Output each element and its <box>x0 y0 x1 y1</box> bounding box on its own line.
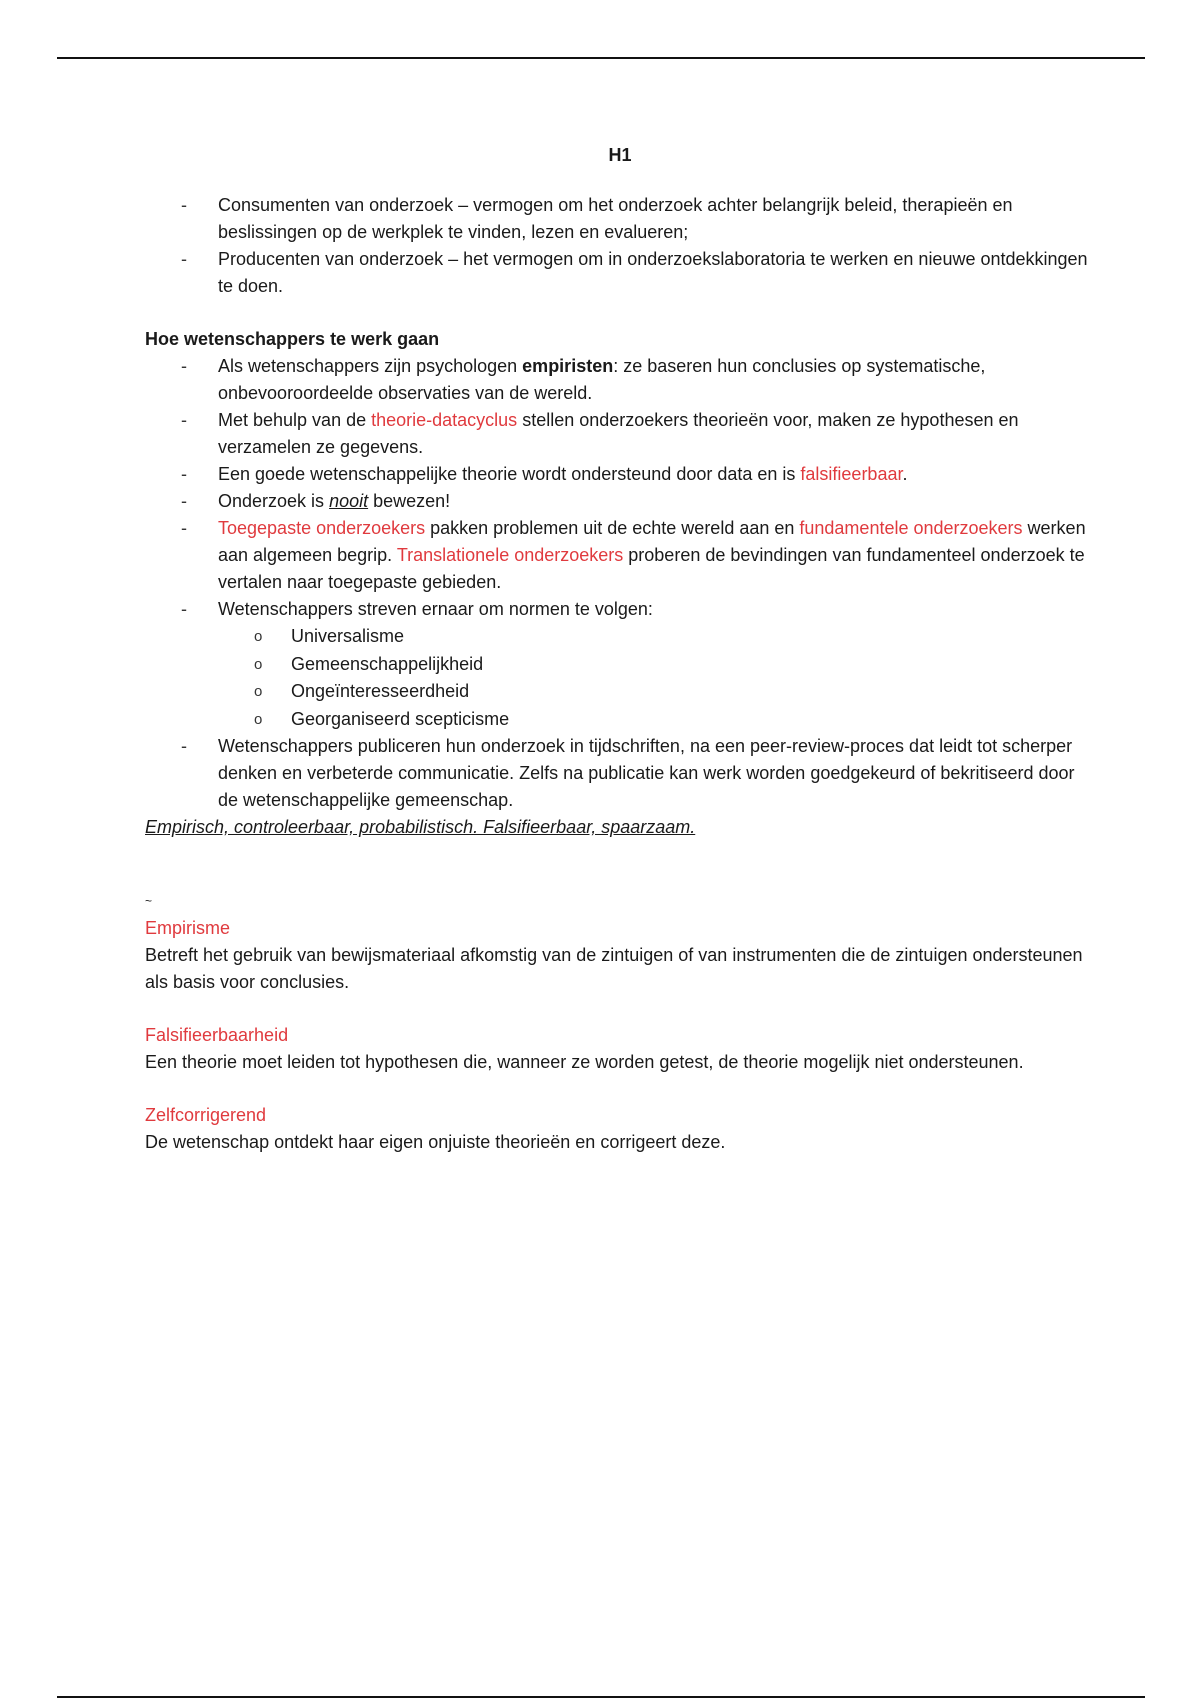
list-item: - Wetenschappers streven ernaar om normen te volgen: o Universalisme o Gemeenschappelijkheid o Ongeïnteresseerdheid o Georganiseerd scepticisme <box>218 596 1095 733</box>
list-item: - Wetenschappers publiceren hun onderzoek in tijdschriften, na een peer-review-proces dat leidt tot scherper denken en verbeterde communicatie. Zelfs na publicatie kan werk worden goedgekeurd of bekritiseerd door de wetenschappelijke gemeenschap. <box>218 733 1095 814</box>
highlight-term: fundamentele onderzoekers <box>799 518 1023 538</box>
definition-text: De wetenschap ontdekt haar eigen onjuiste theorieën en corrigeert deze. <box>145 1132 726 1152</box>
list-item: - Producenten van onderzoek – het vermogen om in onderzoekslaboratoria te werken en nieuwe ontdekkingen te doen. <box>218 246 1095 300</box>
list-item: - Met behulp van de theorie-datacyclus stellen onderzoekers theorieën voor, maken ze hypothesen en verzamelen ze gegevens. <box>218 407 1095 461</box>
list-item: - Een goede wetenschappelijke theorie wordt ondersteund door data en is falsifieerbaar. <box>218 461 1095 488</box>
emphasis-term: nooit <box>329 491 369 511</box>
list-item: - Onderzoek is nooit bewezen! <box>218 488 1095 515</box>
highlight-term: Toegepaste onderzoekers <box>218 518 426 538</box>
definition-block <box>145 1022 1095 1076</box>
definition-text: Een theorie moet leiden tot hypothesen die, wanneer ze worden getest, de theorie mogelijk niet ondersteunen. <box>145 1052 1024 1072</box>
norm-item: o Ongeïnteresseerdheid <box>291 678 1095 706</box>
bold-term: empiristen <box>522 356 614 376</box>
summary-line: Empirisch, controleerbaar, probabilistisch. Falsifieerbaar, spaarzaam. <box>145 817 696 837</box>
definition-text: Betreft het gebruik van bewijsmateriaal afkomstig van de zintuigen of van instrumenten die de zintuigen ondersteunen als basis voor conclusies. <box>145 945 1083 992</box>
definition-term: Empirisme <box>145 918 231 938</box>
separator-tilde: ~ <box>145 894 153 908</box>
list-item: - Toegepaste onderzoekers pakken problemen uit de echte wereld aan en fundamentele onderzoekers werken aan algemeen begrip. Translationele onderzoekers proberen de bevindingen van fundamenteel onderzoek te vertalen naar toegepaste gebieden. <box>218 515 1095 596</box>
section-list <box>145 353 1095 814</box>
header-rule <box>57 57 1145 59</box>
footer-rule <box>57 1696 1145 1698</box>
definition-block <box>145 1102 1095 1156</box>
list-item: - Consumenten van onderzoek – vermogen om het onderzoek achter belangrijk beleid, therapieën en beslissingen op de werkplek te vinden, lezen en evalueren; <box>218 192 1095 246</box>
intro-list <box>145 192 1095 300</box>
document-body <box>145 145 1095 1182</box>
norm-item: o Universalisme <box>291 623 1095 651</box>
highlight-term: Translationele onderzoekers <box>396 545 624 565</box>
definition-term: Zelfcorrigerend <box>145 1105 267 1125</box>
norms-list <box>218 623 1095 733</box>
norm-item: o Georganiseerd scepticisme <box>291 706 1095 734</box>
definition-block <box>145 915 1095 996</box>
section-title: Hoe wetenschappers te werk gaan <box>145 329 440 349</box>
list-item: - Als wetenschappers zijn psychologen empiristen: ze baseren hun conclusies op systematische, onbevooroordeelde observaties van de wereld. <box>218 353 1095 407</box>
definition-term: Falsifieerbaarheid <box>145 1025 289 1045</box>
page-heading: H1 <box>608 145 632 165</box>
norm-item: o Gemeenschappelijkheid <box>291 651 1095 679</box>
highlight-term: falsifieerbaar <box>800 464 903 484</box>
highlight-term: theorie-datacyclus <box>371 410 518 430</box>
